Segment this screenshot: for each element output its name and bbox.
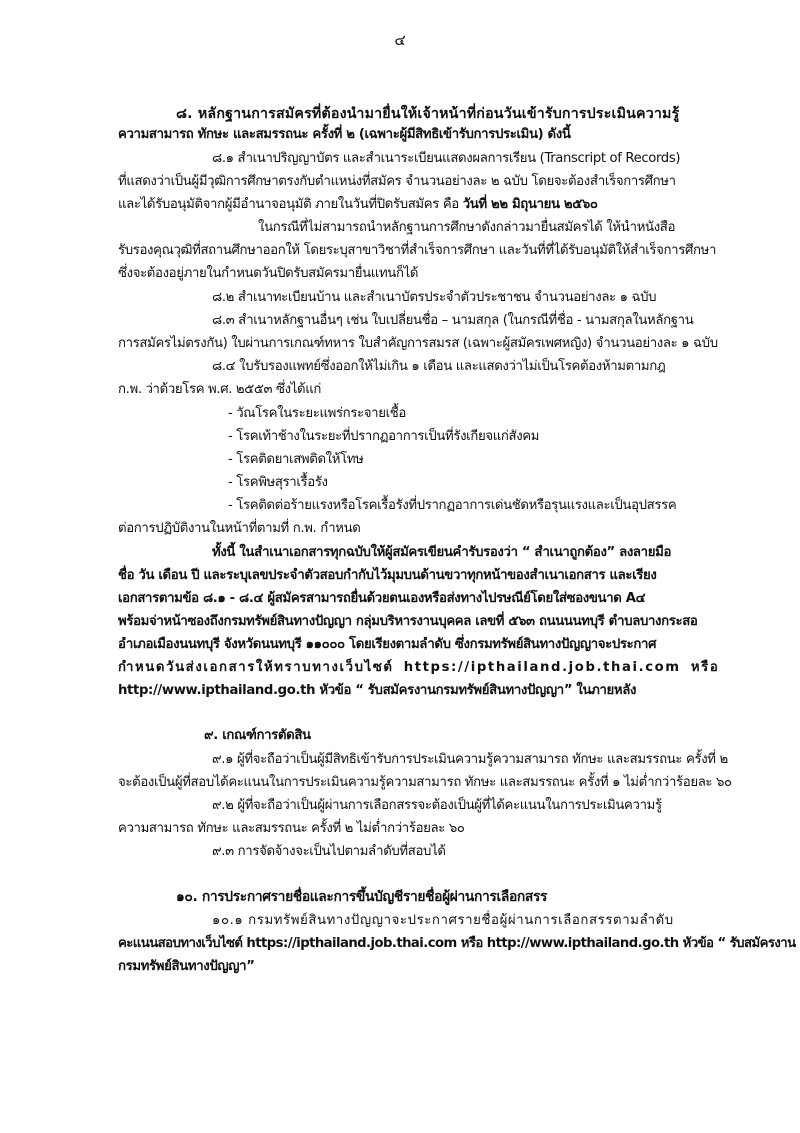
disease-list-item: - วัณโรคในระยะแพร่กระจายเชื้อ [228, 406, 406, 421]
disease-list-item: - โรคติดยาเสพติดให้โทษ [228, 452, 364, 467]
disease-list-item: - โรคพิษสุราเรื้อรัง [228, 475, 328, 490]
note-line-6: กำหนดวันส่งเอกสารให้ทราบทางเว็บไซต์ https://ipthailand.job.thai.com หรือ [118, 660, 720, 675]
item-9-1-line-1: ๙.๑ ผู้ที่จะถือว่าเป็นผู้มีสิทธิเข้ารับการประเมินความรู้ความสามารถ ทักษะ และสมรรถนะ ครั้งที่ ๒ [212, 752, 728, 767]
item-9-2-line-2: ความสามารถ ทักษะ และสมรรถนะ ครั้งที่ ๒ ไม่ต่ำกว่าร้อยละ ๖๐ [118, 821, 465, 836]
item-8-1-text: และได้รับอนุมัติจากผู้มีอำนาจอนุมัติ ภายในวันที่ปิดรับสมัคร คือ [118, 197, 463, 212]
item-9-2-line-1: ๙.๒ ผู้ที่จะถือว่าเป็นผู้ผ่านการเลือกสรรจะต้องเป็นผู้ที่ได้คะแนนในการประเมินความรู้ [212, 798, 662, 813]
item-8-1-line-1: ๘.๑ สำเนาปริญญาบัตร และสำเนาระเบียนแสดงผลการเรียน (Transcript of Records) [212, 151, 681, 166]
note-line-3: เอกสารตามข้อ ๘.๑ - ๘.๔ ผู้สมัครสามารถยื่นด้วยตนเองหรือส่งทางไปรษณีย์โดยใส่ซองขนาด A๔ [118, 591, 646, 606]
note-line-5: อำเภอเมืองนนทบุรี จังหวัดนนทบุรี ๑๑๐๐๐ โดยเรียงตามลำดับ ซึ่งกรมทรัพย์สินทางปัญญาจะประกาศ [118, 637, 657, 652]
item-8-4-line-1: ๘.๔ ใบรับรองแพทย์ซึ่งออกให้ไม่เกิน ๑ เดือน และแสดงว่าไม่เป็นโรคต้องห้ามตามกฎ [212, 359, 666, 374]
section-10-heading: ๑๐. การประกาศรายชื่อและการขึ้นบัญชีรายชื่อผู้ผ่านการเลือกสรร [176, 889, 548, 905]
item-8-1-line-4: ในกรณีที่ไม่สามารถนำหลักฐานการศึกษาดังกล่าวมายื่นสมัครได้ ให้นำหนังสือ [258, 220, 676, 235]
item-8-1-line-5: รับรองคุณวุฒิที่สถานศึกษาออกให้ โดยระบุสาขาวิชาที่สำเร็จการศึกษา และวันที่ที่ได้รับอนุมัติให้สำเร็จการศึกษา [118, 243, 716, 258]
item-9-3: ๙.๓ การจัดจ้างจะเป็นไปตามลำดับที่สอบได้ [212, 844, 446, 859]
item-8-2: ๘.๒ สำเนาทะเบียนบ้าน และสำเนาบัตรประจำตัวประชาชน จำนวนอย่างละ ๑ ฉบับ [212, 290, 657, 305]
item-8-1-line-6: ซึ่งจะต้องอยู่ภายในกำหนดวันปิดรับสมัครมายื่นแทนก็ได้ [118, 266, 419, 281]
closing-date: วันที่ ๒๒ มิถุนายน ๒๕๖๐ [462, 197, 598, 212]
note-line-7: http://www.ipthailand.go.th หัวข้อ “ รับสมัครงานกรมทรัพย์สินทางปัญญา” ในภายหลัง [118, 683, 637, 698]
item-8-3-line-1: ๘.๓ สำเนาหลักฐานอื่นๆ เช่น ใบเปลี่ยนชื่อ – นามสกุล (ในกรณีที่ชื่อ - นามสกุลในหลักฐาน [212, 313, 694, 328]
note-line-2: ชื่อ วัน เดือน ปี และระบุเลขประจำตัวสอบกำกับไว้มุมบนด้านขวาทุกหน้าของสำเนาเอกสาร และเรียง [118, 568, 657, 583]
disease-list-item: - โรคเท้าช้างในระยะที่ปรากฏอาการเป็นที่รังเกียจแก่สังคม [228, 429, 540, 444]
item-8-4-line-3: ต่อการปฏิบัติงานในหน้าที่ตามที่ ก.พ. กำหนด [118, 521, 361, 536]
section-8-heading-cont: ความสามารถ ทักษะ และสมรรถนะ ครั้งที่ ๒ (เฉพาะผู้มีสิทธิเข้ารับการประเมิน) ดังนี้ [118, 127, 571, 142]
note-line-1: ทั้งนี้ ในสำเนาเอกสารทุกฉบับให้ผู้สมัครเขียนคำรับรองว่า “ สำเนาถูกต้อง” ลงลายมือ [212, 545, 672, 560]
item-10-1-line-2: คะแนนสอบทางเว็บไซต์ https://ipthailand.job.thai.com หรือ http://www.ipthailand.go.th หัวข้อ “ รับสมัครงาน [118, 936, 796, 951]
item-10-1-line-1: ๑๐.๑ กรมทรัพย์สินทางปัญญาจะประกาศรายชื่อผู้ผ่านการเลือกสรรตามลำดับ [212, 913, 674, 928]
disease-list-item: - โรคติดต่อร้ายแรงหรือโรคเรื้อรังที่ปรากฏอาการเด่นชัดหรือรุนแรงและเป็นอุปสรรค [228, 498, 677, 513]
section-8-heading: ๘. หลักฐานการสมัครที่ต้องนำมายื่นให้เจ้าหน้าที่ก่อนวันเข้ารับการประเมินความรู้ [176, 106, 680, 122]
item-8-3-line-2: การสมัครไม่ตรงกัน) ใบผ่านการเกณฑ์ทหาร ใบสำคัญการสมรส (เฉพาะผู้สมัครเพศหญิง) จำนวนอย่างละ ๑ ฉบับ [118, 336, 718, 351]
item-10-1-line-3: กรมทรัพย์สินทางปัญญา” [118, 959, 255, 974]
page-number: ๔ [394, 31, 406, 49]
item-8-1-line-2: ที่แสดงว่าเป็นผู้มีวุฒิการศึกษาตรงกับตำแหน่งที่สมัคร จำนวนอย่างละ ๒ ฉบับ โดยจะต้องสำเร็จการศึกษา [118, 174, 676, 189]
section-9-heading: ๙. เกณฑ์การตัดสิน [204, 728, 311, 743]
item-9-1-line-2: จะต้องเป็นผู้ที่สอบได้คะแนนในการประเมินความรู้ความสามารถ ทักษะ และสมรรถนะ ครั้งที่ ๑ ไม่ต่ำกว่าร้อยละ ๖๐ [118, 775, 732, 790]
item-8-4-line-2: ก.พ. ว่าด้วยโรค พ.ศ. ๒๕๕๓ ซึ่งได้แก่ [118, 382, 322, 397]
item-8-1-line-3 [118, 195, 598, 215]
note-line-4: พร้อมจ่าหน้าซองถึงกรมทรัพย์สินทางปัญญา กลุ่มบริหารงานบุคคล เลขที่ ๕๖๓ ถนนนนทบุรี ตำบลบางกระสอ [118, 614, 698, 629]
